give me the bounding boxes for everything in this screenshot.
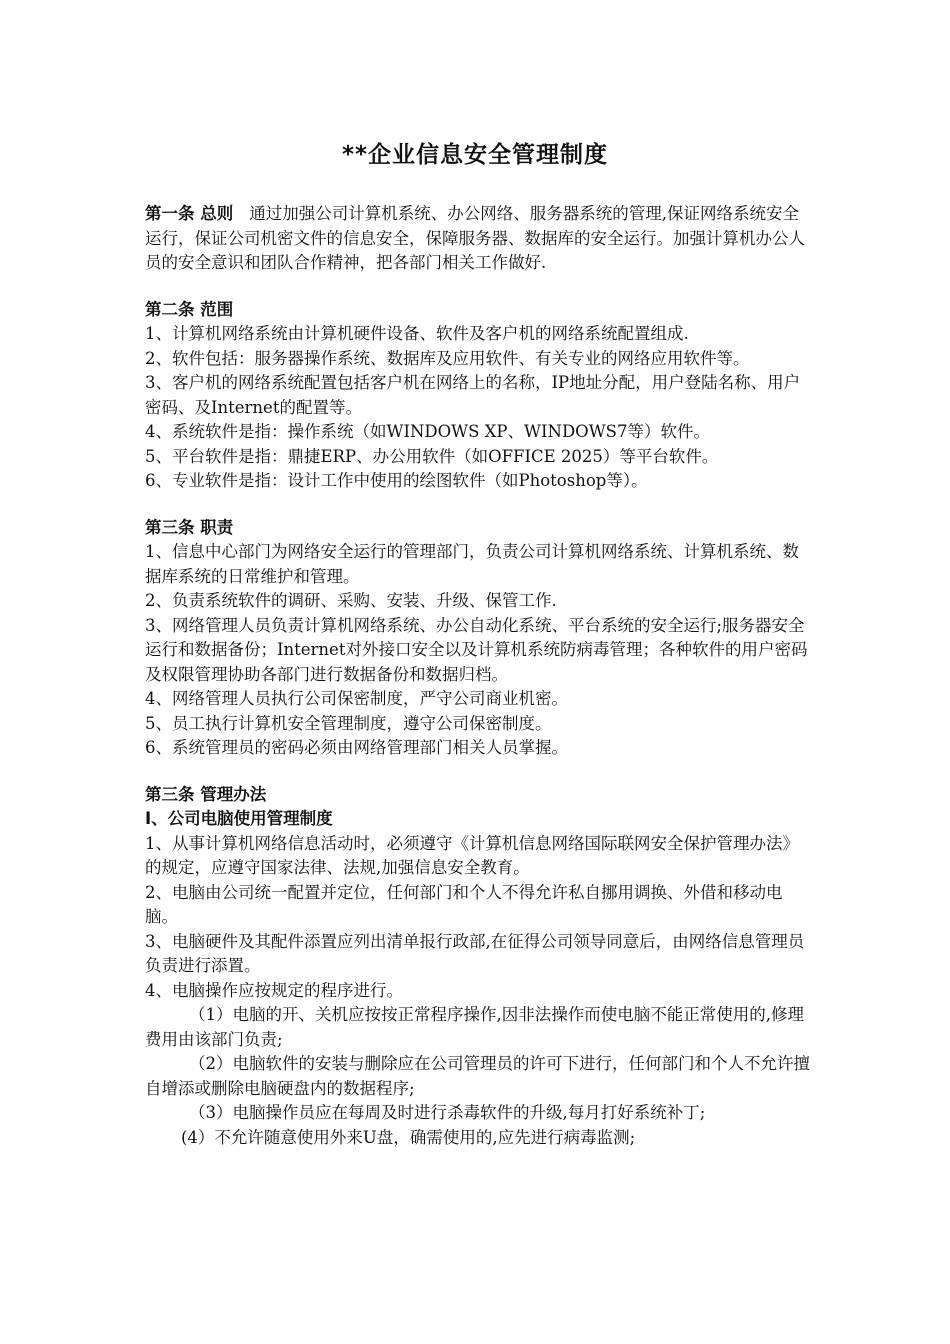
article-general-text: 通过加强公司计算机系统、办公网络、服务器系统的管理,保证网络系统安全运行，保证公司机密文件的信息安全，保障服务器、数据库的安全运行。加强计算机办公人员的安全意识和团队合作精神，把各部门相关工作做好. — [145, 204, 805, 272]
list-item: 4、系统软件是指：操作系统（如WINDOWS XP、WINDOWS7等）软件。 — [145, 422, 710, 441]
article-management — [145, 783, 810, 1151]
article-duties-heading: 第三条 职责 — [145, 517, 234, 537]
list-item: 3、网络管理人员负责计算机网络系统、办公自动化系统、平台系统的安全运行;服务器安全运行和数据备份；Internet对外接口安全以及计算机系统防病毒管理；各种软件的用户密码及权限管理协助各部门进行数据备份和数据归档。 — [145, 615, 808, 684]
sub-list-item: (4）不允许随意使用外来U盘，确需使用的,应先进行病毒监测; — [181, 1127, 636, 1147]
article-general-heading: 第一条 总则 — [145, 204, 234, 223]
article-management-heading: 第三条 管理办法 — [145, 784, 267, 804]
document-title: **企业信息安全管理制度 — [341, 142, 609, 168]
sub-list-item: （2）电脑软件的安装与删除应在公司管理员的许可下进行，任何部门和个人不允许擅自增添或删除电脑硬盘内的数据程序; — [145, 1054, 810, 1098]
article-general — [145, 202, 810, 276]
list-item: 2、负责系统软件的调研、采购、安装、升级、保管工作. — [145, 591, 557, 610]
list-item: 1、从事计算机网络信息活动时，必须遵守《计算机信息网络国际联网安全保护管理办法》的规定，应遵守国家法律、法规,加强信息安全教育。 — [145, 833, 799, 877]
article-scope — [145, 298, 810, 494]
sub-list-item: （3）电脑操作员应在每周及时进行杀毒软件的升级,每月打好系统补丁; — [189, 1103, 706, 1122]
list-item: 1、信息中心部门为网络安全运行的管理部门，负责公司计算机网络系统、计算机系统、数据库系统的日常维护和管理。 — [145, 542, 799, 586]
list-item: 4、电脑操作应按规定的程序进行。 — [145, 980, 403, 1000]
list-item: 4、网络管理人员执行公司保密制度，严守公司商业机密。 — [145, 689, 568, 708]
list-item: 5、平台软件是指：鼎捷ERP、办公用软件（如OFFICE 2025）等平台软件。 — [145, 446, 719, 466]
document-body — [145, 202, 810, 1150]
article-duties — [145, 516, 810, 761]
list-item: 2、软件包括：服务器操作系统、数据库及应用软件、有关专业的网络应用软件等。 — [145, 348, 750, 368]
list-item: 6、系统管理员的密码必须由网络管理部门相关人员掌握。 — [145, 738, 568, 757]
article-scope-heading: 第二条 范围 — [145, 299, 234, 319]
list-item: 6、专业软件是指：设计工作中使用的绘图软件（如Photoshop等）。 — [145, 471, 648, 490]
article-general-paragraph — [145, 202, 810, 276]
list-item: 1、计算机网络系统由计算机硬件设备、软件及客户机的网络系统配置组成. — [145, 324, 689, 343]
list-item: 3、电脑硬件及其配件添置应列出清单报行政部,在征得公司领导同意后，由网络信息管理员负责进行添置。 — [145, 931, 805, 975]
article-management-subheading: I、公司电脑使用管理制度 — [145, 809, 333, 828]
list-item: 3、客户机的网络系统配置包括客户机在网络上的名称，IP地址分配，用户登陆名称、用户密码、及Internet的配置等。 — [145, 373, 801, 417]
sub-list-item: （1）电脑的开、关机应按按正常程序操作,因非法操作而使电脑不能正常使用的,修理费用由该部门负责; — [145, 1005, 804, 1049]
list-item: 2、电脑由公司统一配置并定位，任何部门和个人不得允许私自挪用调换、外借和移动电脑。 — [145, 882, 783, 926]
list-item: 5、员工执行计算机安全管理制度，遵守公司保密制度。 — [145, 713, 552, 733]
